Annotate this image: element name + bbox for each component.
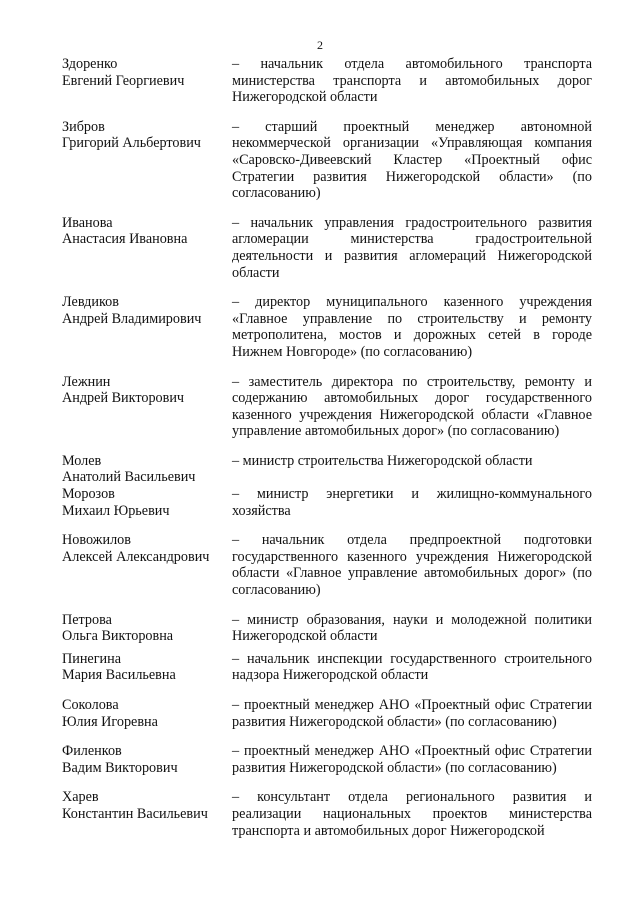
- member-surname: Левдиков: [62, 294, 119, 311]
- member-name: [62, 294, 232, 360]
- member-position: – начальник управления градостроительного развития агломерации министерства градостроительной деятельности и развития агломераций Нижегородской области: [232, 214, 592, 281]
- member-surname: Лежнин: [62, 373, 111, 390]
- member-entry: [62, 651, 592, 684]
- member-entry: [62, 789, 592, 839]
- member-position: – начальник отдела автомобильного транспорта министерства транспорта и автомобильных дорог Нижегородской области: [232, 56, 592, 106]
- member-name: [62, 612, 232, 645]
- member-entry: [62, 215, 592, 281]
- member-name: [62, 697, 232, 730]
- member-given-name: Вадим Викторович: [62, 759, 178, 776]
- member-entry: [62, 697, 592, 730]
- member-name: [62, 651, 232, 684]
- member-list: [62, 56, 592, 839]
- member-surname: Здоренко: [62, 56, 118, 72]
- member-entry: [62, 119, 592, 202]
- member-given-name: Анатолий Васильевич: [62, 469, 196, 486]
- member-name: [62, 486, 232, 519]
- member-given-name: Андрей Викторович: [62, 390, 185, 407]
- member-surname: Иванова: [62, 214, 113, 231]
- member-position: – старший проектный менеджер автономной некоммерческой организации «Управляющая компания «Саровско-Дивеевский Кластер «Проектный офис Стратегии развития Нижегородской области» (по согласованию): [232, 118, 592, 202]
- member-given-name: Андрей Владимирович: [62, 310, 202, 327]
- member-position: – министр образования, науки и молодежной политики Нижегородской области: [232, 611, 592, 645]
- member-entry: [62, 453, 592, 486]
- member-entry: [62, 612, 592, 645]
- member-name: [62, 532, 232, 598]
- member-given-name: Михаил Юрьевич: [62, 502, 170, 519]
- member-surname: Зибров: [62, 118, 105, 135]
- member-surname: Новожилов: [62, 532, 131, 549]
- member-given-name: Константин Васильевич: [62, 805, 208, 822]
- member-position: – министр строительства Нижегородской области: [232, 452, 533, 469]
- member-entry: [62, 743, 592, 776]
- member-position: – начальник отдела предпроектной подготовки государственного казенного учреждения Нижегородской области «Главное управление автомобильных дорог» (по согласованию): [232, 532, 592, 599]
- member-entry: [62, 486, 592, 519]
- member-name: [62, 56, 232, 106]
- member-entry: [62, 532, 592, 598]
- member-given-name: Ольга Викторовна: [62, 628, 174, 645]
- member-position: – проектный менеджер АНО «Проектный офис Стратегии развития Нижегородской области» (по согласованию): [232, 743, 592, 776]
- member-name: [62, 453, 232, 486]
- member-position: – проектный менеджер АНО «Проектный офис Стратегии развития Нижегородской области» (по согласованию): [232, 697, 592, 730]
- member-position: – министр энергетики и жилищно-коммунального хозяйства: [232, 486, 592, 519]
- member-given-name: Анастасия Ивановна: [62, 231, 188, 248]
- member-given-name: Евгений Георгиевич: [62, 72, 185, 89]
- member-surname: Петрова: [62, 611, 112, 628]
- member-position: – директор муниципального казенного учреждения «Главное управление по строительству и ремонту метрополитена, мостов и дорожных сетей в городе Нижнем Новгороде» (по согласованию): [232, 294, 592, 360]
- member-name: [62, 789, 232, 839]
- member-entry: [62, 56, 592, 106]
- member-name: [62, 743, 232, 776]
- member-position: – консультант отдела регионального развития и реализации национальных проектов министерства транспорта и автомобильных дорог Нижегородской: [232, 789, 592, 839]
- member-surname: Пинегина: [62, 650, 122, 667]
- member-position: – начальник инспекции государственного строительного надзора Нижегородской области: [232, 650, 592, 684]
- member-name: [62, 119, 232, 202]
- member-entry: [62, 374, 592, 440]
- member-given-name: Юлия Игоревна: [62, 713, 158, 730]
- member-given-name: Алексей Александрович: [62, 548, 210, 565]
- member-given-name: Мария Васильевна: [62, 667, 176, 684]
- member-position: – заместитель директора по строительству, ремонту и содержанию автомобильных дорог государственного казенного учреждения Нижегородской области «Главное управление автомобильных дорог» (по согласованию): [232, 373, 592, 440]
- member-entry: [62, 294, 592, 360]
- member-name: [62, 374, 232, 440]
- member-surname: Молев: [62, 452, 102, 469]
- member-given-name: Григорий Альбертович: [62, 135, 201, 152]
- member-surname: Морозов: [62, 486, 115, 503]
- member-surname: Филенков: [62, 743, 122, 760]
- member-surname: Харев: [62, 789, 99, 806]
- member-name: [62, 215, 232, 281]
- page-number: 2: [317, 38, 323, 52]
- member-surname: Соколова: [62, 697, 119, 713]
